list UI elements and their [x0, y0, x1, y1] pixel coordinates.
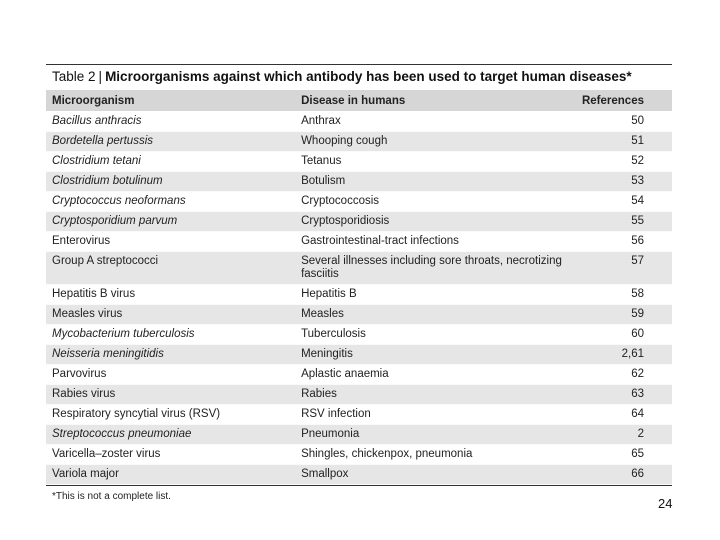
- table-footnote: *This is not a complete list.: [46, 485, 672, 502]
- cell-microorganism: Mycobacterium tuberculosis: [46, 325, 295, 345]
- cell-microorganism: Rabies virus: [46, 385, 295, 405]
- cell-references: 62: [576, 365, 672, 385]
- table-row: [46, 405, 672, 425]
- cell-microorganism: Clostridium botulinum: [46, 172, 295, 192]
- cell-microorganism: Variola major: [46, 465, 295, 485]
- cell-disease: Measles: [295, 305, 576, 325]
- table-body: [46, 112, 672, 485]
- cell-disease: Cryptococcosis: [295, 192, 576, 212]
- cell-references: 50: [576, 112, 672, 132]
- cell-microorganism: Cryptococcus neoformans: [46, 192, 295, 212]
- table-row: [46, 445, 672, 465]
- cell-disease: Aplastic anaemia: [295, 365, 576, 385]
- cell-microorganism: Respiratory syncytial virus (RSV): [46, 405, 295, 425]
- cell-references: 60: [576, 325, 672, 345]
- table-header-row: [46, 90, 672, 112]
- cell-references: 63: [576, 385, 672, 405]
- table-row: [46, 172, 672, 192]
- cell-disease: Cryptosporidiosis: [295, 212, 576, 232]
- cell-references: 54: [576, 192, 672, 212]
- cell-references: 66: [576, 465, 672, 485]
- cell-disease: Several illnesses including sore throats, necrotizing fasciitis: [295, 252, 576, 285]
- table-row: [46, 112, 672, 132]
- cell-references: 2: [576, 425, 672, 445]
- table-row: [46, 385, 672, 405]
- cell-references: 53: [576, 172, 672, 192]
- page-number: 24: [658, 496, 673, 511]
- cell-references: 52: [576, 152, 672, 172]
- cell-disease: Smallpox: [295, 465, 576, 485]
- table-container: [46, 64, 672, 502]
- table-title: Microorganisms against which antibody has been used to target human diseases*: [105, 69, 632, 84]
- cell-references: 58: [576, 285, 672, 305]
- cell-microorganism: Measles virus: [46, 305, 295, 325]
- cell-references: 57: [576, 252, 672, 285]
- cell-microorganism: Varicella–zoster virus: [46, 445, 295, 465]
- table-label: Table 2: [52, 69, 96, 84]
- column-header-disease: Disease in humans: [295, 90, 576, 112]
- table-row: [46, 305, 672, 325]
- cell-references: 56: [576, 232, 672, 252]
- table-row: [46, 325, 672, 345]
- cell-disease: Hepatitis B: [295, 285, 576, 305]
- cell-references: 64: [576, 405, 672, 425]
- cell-microorganism: Streptococcus pneumoniae: [46, 425, 295, 445]
- table-row: [46, 425, 672, 445]
- cell-disease: RSV infection: [295, 405, 576, 425]
- table-row: [46, 252, 672, 285]
- table-title-row: [46, 64, 672, 90]
- cell-references: 59: [576, 305, 672, 325]
- cell-disease: Tuberculosis: [295, 325, 576, 345]
- table-row: [46, 232, 672, 252]
- cell-disease: Shingles, chickenpox, pneumonia: [295, 445, 576, 465]
- cell-microorganism: Neisseria meningitidis: [46, 345, 295, 365]
- table-row: [46, 285, 672, 305]
- cell-disease: Gastrointestinal-tract infections: [295, 232, 576, 252]
- cell-microorganism: Clostridium tetani: [46, 152, 295, 172]
- table-separator: |: [98, 69, 103, 84]
- cell-microorganism: Enterovirus: [46, 232, 295, 252]
- cell-references: 51: [576, 132, 672, 152]
- cell-microorganism: Group A streptococci: [46, 252, 295, 285]
- cell-disease: Rabies: [295, 385, 576, 405]
- table-row: [46, 465, 672, 485]
- cell-disease: Whooping cough: [295, 132, 576, 152]
- cell-microorganism: Bacillus anthracis: [46, 112, 295, 132]
- table-row: [46, 192, 672, 212]
- cell-microorganism: Bordetella pertussis: [46, 132, 295, 152]
- cell-references: 2,61: [576, 345, 672, 365]
- cell-disease: Botulism: [295, 172, 576, 192]
- cell-microorganism: Cryptosporidium parvum: [46, 212, 295, 232]
- cell-references: 65: [576, 445, 672, 465]
- cell-disease: Anthrax: [295, 112, 576, 132]
- cell-disease: Tetanus: [295, 152, 576, 172]
- microorganism-table: [46, 90, 672, 485]
- table-row: [46, 152, 672, 172]
- table-row: [46, 212, 672, 232]
- cell-references: 55: [576, 212, 672, 232]
- column-header-references: References: [576, 90, 672, 112]
- table-row: [46, 132, 672, 152]
- cell-disease: Pneumonia: [295, 425, 576, 445]
- table-row: [46, 365, 672, 385]
- cell-microorganism: Parvovirus: [46, 365, 295, 385]
- table-row: [46, 345, 672, 365]
- column-header-microorganism: Microorganism: [46, 90, 295, 112]
- cell-microorganism: Hepatitis B virus: [46, 285, 295, 305]
- cell-disease: Meningitis: [295, 345, 576, 365]
